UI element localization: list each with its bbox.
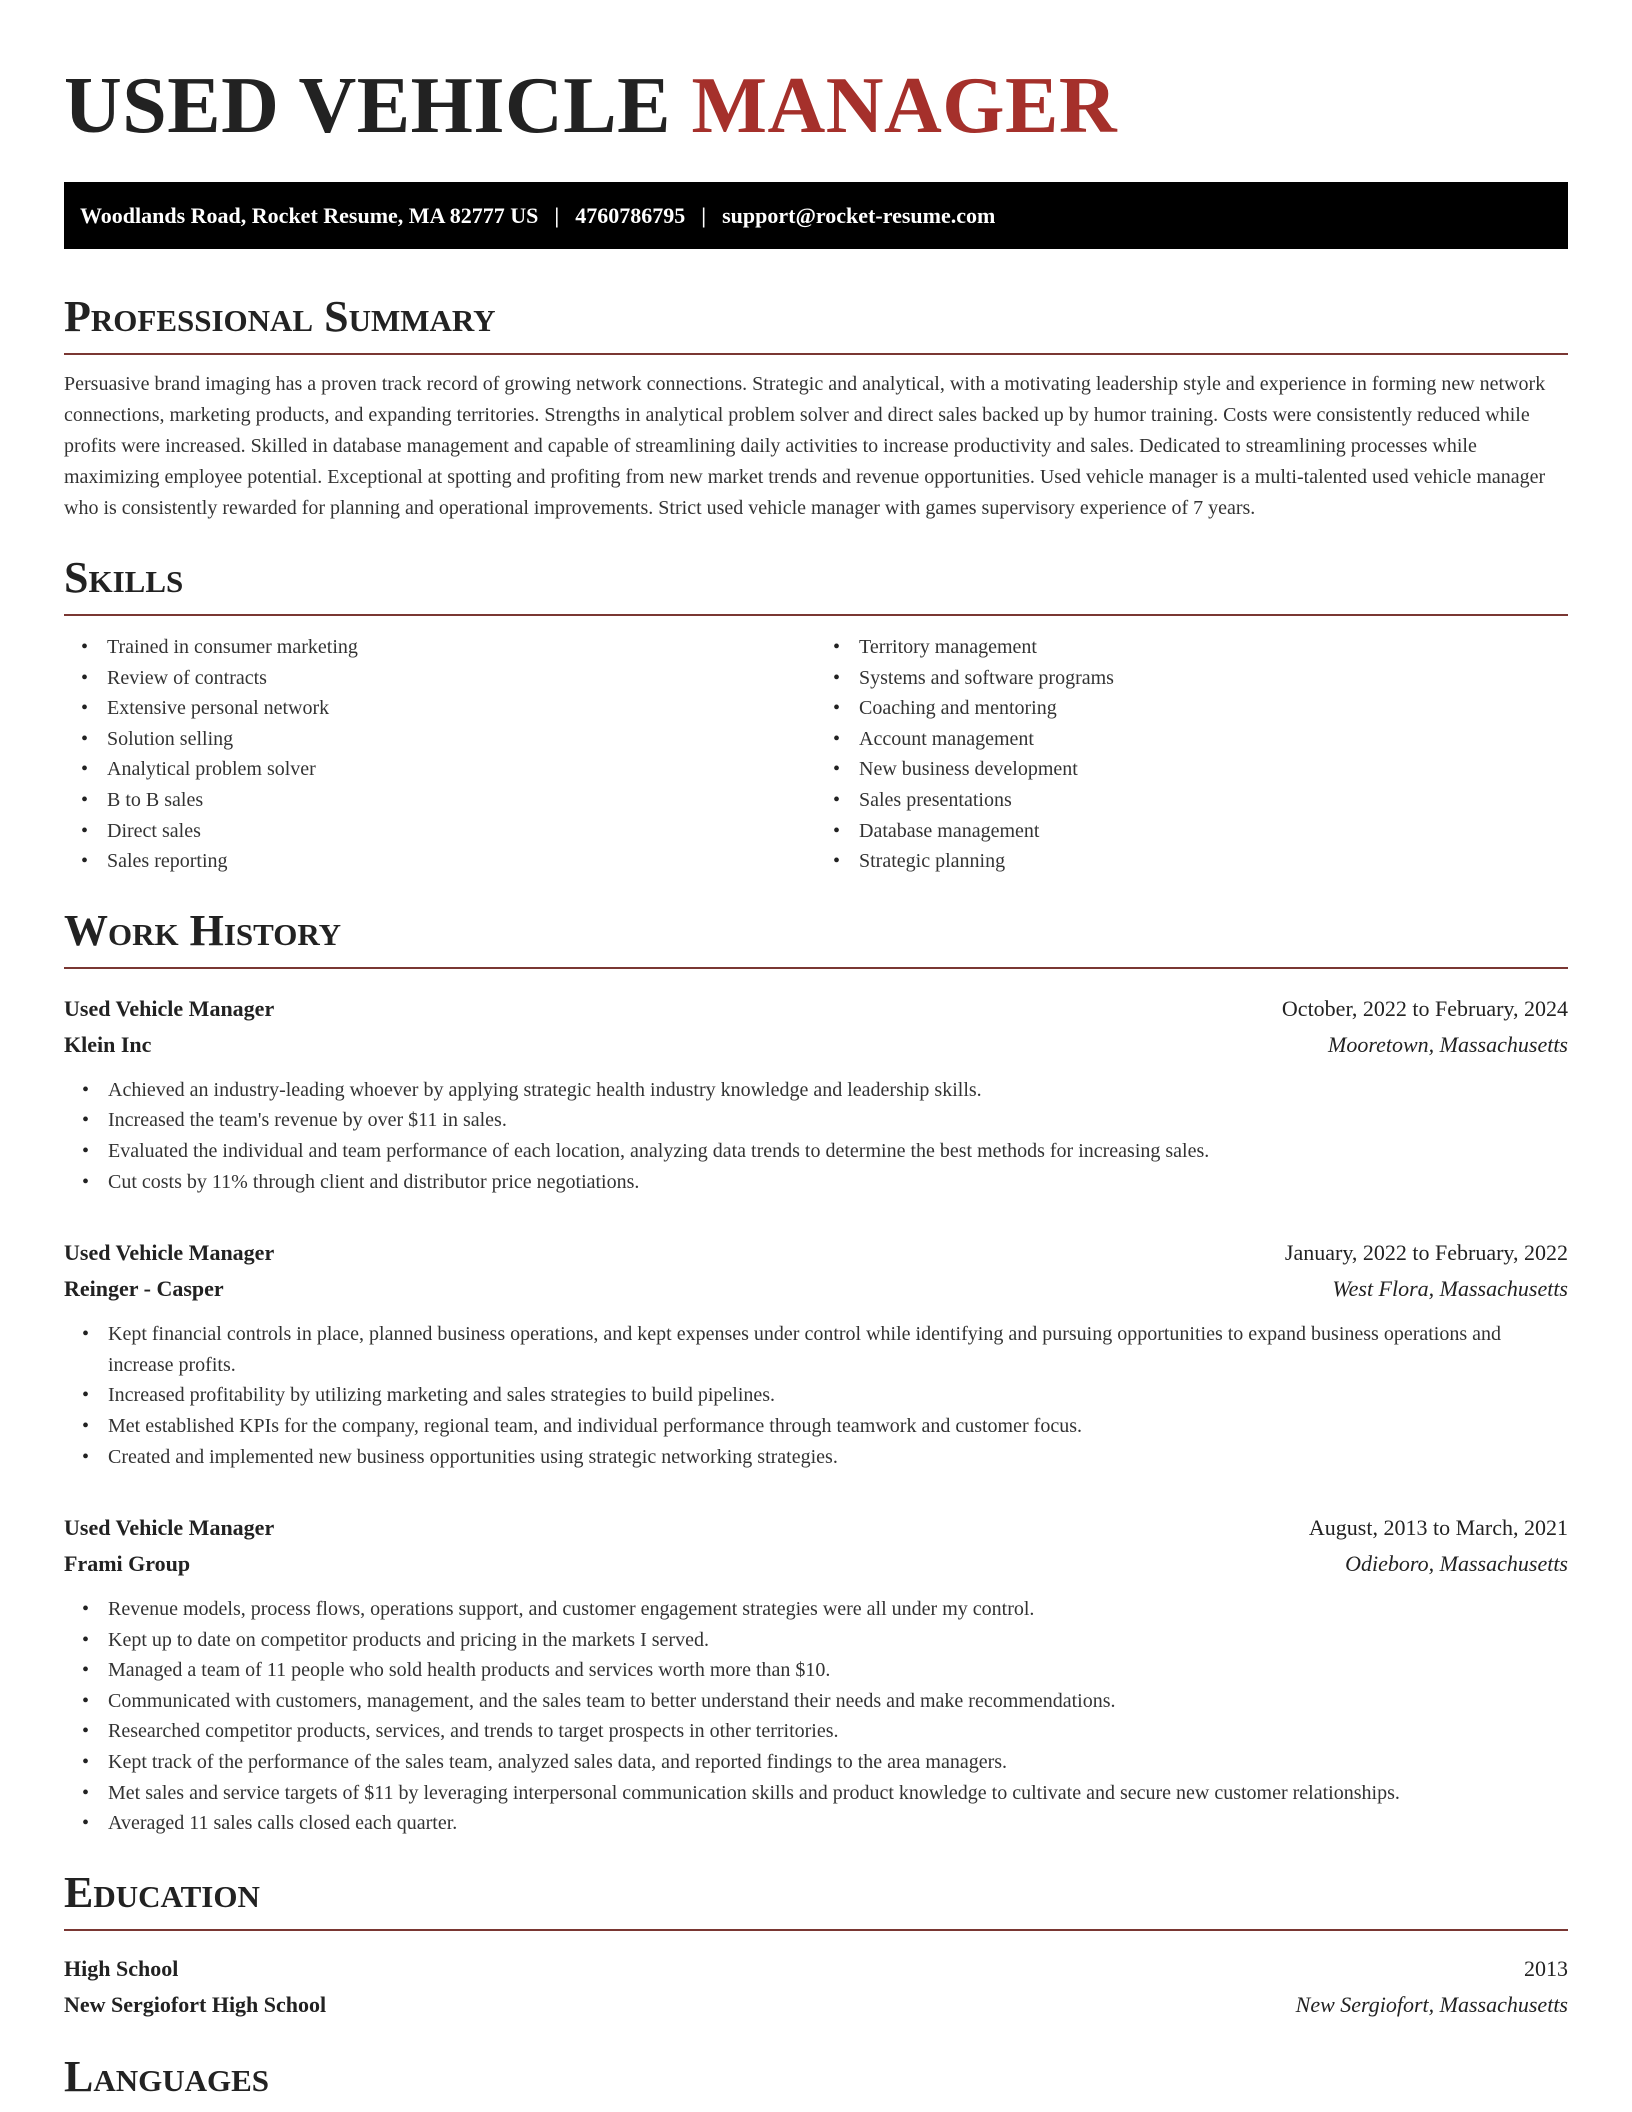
skill-item: • Analytical problem solver bbox=[107, 754, 816, 785]
job-bullet: • Kept financial controls in place, planned business operations, and kept expenses under control while identifying and pursuing opportunities to expand business operations and increase profits. bbox=[108, 1319, 1568, 1380]
skill-item: • Solution selling bbox=[107, 724, 816, 755]
job-location: West Flora, Massachusetts bbox=[1332, 1276, 1568, 1302]
education-location: New Sergiofort, Massachusetts bbox=[1295, 1991, 1568, 2017]
job-role: Used Vehicle Manager bbox=[64, 1515, 275, 1541]
job-entry bbox=[64, 991, 1568, 1197]
section-divider bbox=[64, 967, 1568, 969]
job-company: Frami Group bbox=[64, 1551, 191, 1577]
job-bullet: • Met sales and service targets of $11 by leveraging interpersonal communication skills and product knowledge to cultivate and secure new customer relationships. bbox=[108, 1778, 1568, 1809]
summary-heading: Professional Summary bbox=[64, 292, 496, 341]
skill-item: • Account management bbox=[859, 724, 1568, 755]
education-school: New Sergiofort High School bbox=[64, 1991, 327, 2017]
skill-item: • New business development bbox=[859, 754, 1568, 785]
skill-item: • Trained in consumer marketing bbox=[107, 632, 816, 663]
job-bullets bbox=[64, 1594, 1568, 1839]
resume-title bbox=[64, 0, 1568, 152]
skill-item: • Systems and software programs bbox=[859, 663, 1568, 694]
contact-phone[interactable]: 4760786795 bbox=[575, 202, 686, 228]
skill-item: • Sales reporting bbox=[107, 846, 816, 877]
contact-separator: | bbox=[701, 202, 707, 228]
title-accent: MANAGER bbox=[691, 62, 1118, 150]
job-role: Used Vehicle Manager bbox=[64, 995, 275, 1021]
job-bullet: • Met established KPIs for the company, regional team, and individual performance through teamwork and customer focus. bbox=[108, 1411, 1568, 1442]
education-entry bbox=[64, 1951, 1568, 2023]
job-dates: October, 2022 to February, 2024 bbox=[1281, 995, 1568, 1021]
job-bullet: • Averaged 11 sales calls closed each quarter. bbox=[108, 1808, 1568, 1839]
skill-item: • Strategic planning bbox=[859, 846, 1568, 877]
job-bullet: • Achieved an industry-leading whoever by applying strategic health industry knowledge and leadership skills. bbox=[108, 1075, 1568, 1106]
skills-column-left bbox=[64, 632, 816, 877]
skill-item: • Database management bbox=[859, 816, 1568, 847]
job-location: Mooretown, Massachusetts bbox=[1328, 1031, 1568, 1057]
summary-text: Persuasive brand imaging has a proven track record of growing network connections. Strategic and analytical, with a motivating leadership style and experience in forming new network connections, marketing products, and expanding territories. Strengths in analytical problem solver and direct sales backed up by humor training. Costs were consistently reduced while profits were increased. Skilled in database management and capable of streamlining daily activities to increase productivity and sales. Dedicated to streamlining processes while maximizing employee potential. Exceptional at spotting and profiting from new market trends and revenue opportunities. Used vehicle manager is a multi-talented used vehicle manager who is consistently rewarded for planning and operational improvements. Strict used vehicle manager with games supervisory experience of 7 years. bbox=[64, 373, 1546, 519]
job-bullet: • Communicated with customers, management, and the sales team to better understand their needs and make recommendations. bbox=[108, 1686, 1568, 1717]
education-degree: High School bbox=[64, 1955, 179, 1981]
section-divider bbox=[64, 353, 1568, 355]
job-bullets bbox=[64, 1319, 1568, 1472]
job-company: Reinger - Casper bbox=[64, 1276, 224, 1302]
skill-item: • Direct sales bbox=[107, 816, 816, 847]
section-divider bbox=[64, 1929, 1568, 1931]
skills-grid bbox=[64, 632, 1568, 877]
work-history-heading: Work History bbox=[64, 905, 342, 955]
job-company: Klein Inc bbox=[64, 1031, 152, 1057]
education-heading: Education bbox=[64, 1867, 260, 1917]
job-entry bbox=[64, 1510, 1568, 1839]
skill-item: • Territory management bbox=[859, 632, 1568, 663]
job-dates: August, 2013 to March, 2021 bbox=[1308, 1515, 1568, 1541]
contact-email[interactable]: support@rocket-resume.com bbox=[722, 202, 996, 228]
skill-item: • B to B sales bbox=[107, 785, 816, 816]
job-bullet: • Researched competitor products, services, and trends to target prospects in other territories. bbox=[108, 1716, 1568, 1747]
section-divider bbox=[64, 614, 1568, 616]
skill-item: • Sales presentations bbox=[859, 785, 1568, 816]
job-bullets bbox=[64, 1075, 1568, 1197]
skill-item: • Coaching and mentoring bbox=[859, 693, 1568, 724]
job-bullet: • Increased profitability by utilizing marketing and sales strategies to build pipelines. bbox=[108, 1380, 1568, 1411]
languages-heading: Languages bbox=[64, 2051, 270, 2101]
job-bullet: • Kept track of the performance of the sales team, analyzed sales data, and reported findings to the area managers. bbox=[108, 1747, 1568, 1778]
job-bullet: • Managed a team of 11 people who sold health products and services worth more than $10. bbox=[108, 1655, 1568, 1686]
skill-item: • Review of contracts bbox=[107, 663, 816, 694]
job-bullet: • Created and implemented new business opportunities using strategic networking strategies. bbox=[108, 1442, 1568, 1473]
job-bullet: • Kept up to date on competitor products and pricing in the markets I served. bbox=[108, 1625, 1568, 1656]
skill-item: • Extensive personal network bbox=[107, 693, 816, 724]
skills-column-right bbox=[816, 632, 1568, 877]
job-role: Used Vehicle Manager bbox=[64, 1240, 275, 1266]
contact-address: Woodlands Road, Rocket Resume, MA 82777 US bbox=[80, 202, 539, 228]
job-entry bbox=[64, 1235, 1568, 1472]
job-bullet: • Revenue models, process flows, operations support, and customer engagement strategies were all under my control. bbox=[108, 1594, 1568, 1625]
job-bullet: • Cut costs by 11% through client and distributor price negotiations. bbox=[108, 1167, 1568, 1198]
job-location: Odieboro, Massachusetts bbox=[1345, 1551, 1568, 1577]
contact-bar bbox=[64, 182, 1568, 249]
job-dates: January, 2022 to February, 2022 bbox=[1284, 1240, 1568, 1266]
education-year: 2013 bbox=[1524, 1955, 1568, 1981]
job-bullet: • Increased the team's revenue by over $11 in sales. bbox=[108, 1105, 1568, 1136]
title-main: USED VEHICLE bbox=[64, 62, 671, 150]
job-bullet: • Evaluated the individual and team performance of each location, analyzing data trends to determine the best methods for increasing sales. bbox=[108, 1136, 1568, 1167]
contact-separator: | bbox=[554, 202, 560, 228]
skills-heading: Skills bbox=[64, 553, 184, 602]
